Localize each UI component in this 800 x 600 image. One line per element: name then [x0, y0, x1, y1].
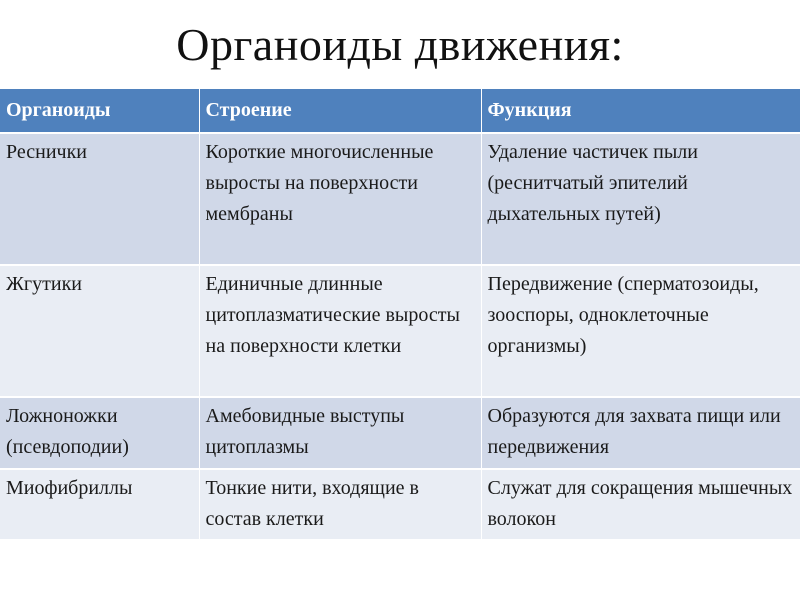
- organoid-cell: Ложноножки (псевдоподии): [0, 397, 199, 469]
- table-header-row: [0, 89, 800, 133]
- structure-cell: Тонкие нити, входящие в состав клетки: [199, 469, 481, 539]
- structure-cell: Амебовидные выступы цитоплазмы: [199, 397, 481, 469]
- function-cell: Служат для сокращения мышечных волокон: [481, 469, 800, 539]
- function-cell: Удаление частичек пыли (реснитчатый эпителий дыхательных путей): [481, 133, 800, 265]
- header-structure: Строение: [199, 89, 481, 133]
- structure-cell: Единичные длинные цитоплазматические выросты на поверхности клетки: [199, 265, 481, 397]
- organoid-cell: Жгутики: [0, 265, 199, 397]
- header-organoids: Органоиды: [0, 89, 199, 133]
- page-title: Органоиды движения:: [176, 19, 624, 70]
- function-cell: Образуются для захвата пищи или передвижения: [481, 397, 800, 469]
- organoid-cell: Миофибриллы: [0, 469, 199, 539]
- table-row: [0, 469, 800, 539]
- table-row: [0, 133, 800, 265]
- structure-cell: Короткие многочисленные выросты на поверхности мембраны: [199, 133, 481, 265]
- header-function: Функция: [481, 89, 800, 133]
- organoid-cell: Реснички: [0, 133, 199, 265]
- organoids-table: [0, 89, 800, 539]
- table-row: [0, 397, 800, 469]
- table-row: [0, 265, 800, 397]
- function-cell: Передвижение (сперматозоиды, зооспоры, одноклеточные организмы): [481, 265, 800, 397]
